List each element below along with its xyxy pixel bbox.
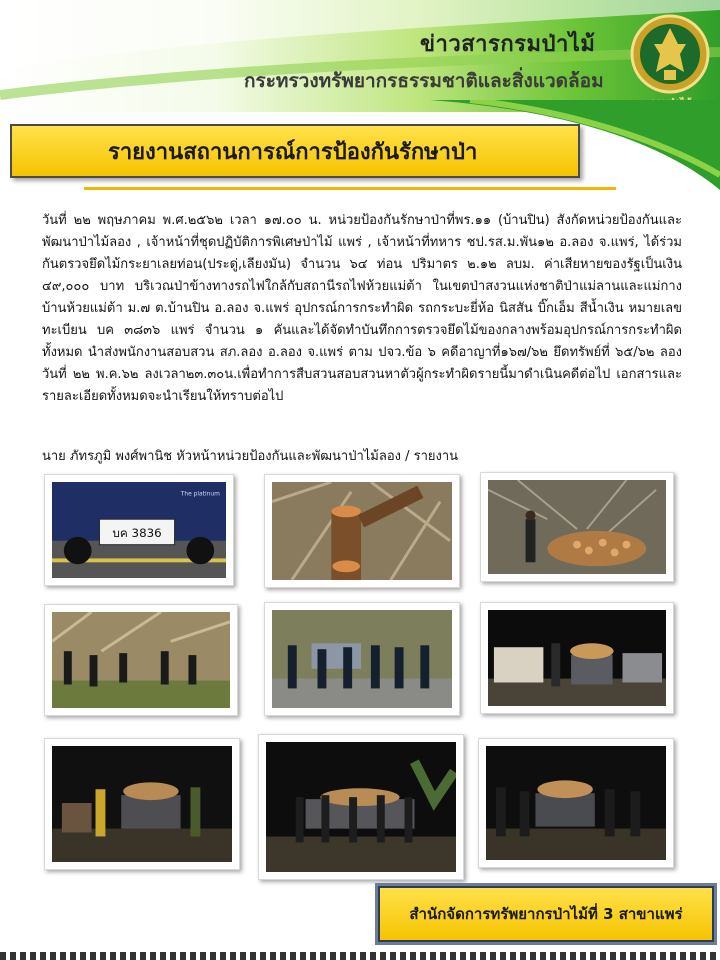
report-body-text: วันที่ ๒๒ พฤษภาคม พ.ศ.๒๕๖๒ เวลา ๑๗.๐๐ น. หน่วยป้องกันรักษาป่าที่พร.๑๑ (บ้านปิน) สังกัดหน่วยป้องกันและพัฒนาป่าไม้ลอง , เจ้าหน้าที่ชุดปฏิบัติการพิเศษป่าไม้ แพร่ , เจ้าหน้าที่ทหาร ชป.รส.ม.พัน๑๒ อ.ลอง จ.แพร่, ได้ร่วมกันตรวจยึดไม้กระยาเลยท่อน(ประดู่,เลียงมัน) จำนวน ๖๔ ท่อน ปริมาตร ๒.๑๒ ลบม. ค่าเสียหายของรัฐเป็นเงิน ๔๙,๐๐๐ บาท บริเวณป่าข้างทางรถไฟใกล้กับสถานีรถไฟห้วยแม่ต้า ในเขตป่าสงวนแห่งชาติป่าแม่ลานและแม่กาง บ้านห้วยแม่ต้า ม.๗ ต.บ้านปิน อ.ลอง จ.แพร่ อุปกรณ์การกระทำผิด รถกระบะยี่ห้อ นิสสัน บิ๊กเอ็ม สีน้ำเงิน หมายเลขทะเบียน บค ๓๘๓๖ แพร่ จำนวน ๑ คันและได้จัดทำบันทึกการตรวจยึดไม้ของกลางพร้อมอุปกรณ์การกระทำผิดทั้งหมด นำส่งพนักงานสอบสวน สภ.ลอง อ.ลอง จ.แพร่ ตาม ปจว.ข้อ ๖ คดีอาญาที่๑๖๗/๖๒ ยึดทรัพย์ที่ ๖๕/๖๒ ลอง วันที่ ๒๒ พ.ค.๖๒ ลงเวลา๒๓.๓๐น.เพื่อทำการสืบสวนสอบสวนหาตัวผู้กระทำผิดรายนี้มาดำเนินคดีต่อไป เอกสารและรายละเอียดทั้งหมดจะนำเรียนให้ทราบต่อไป — [42, 213, 682, 404]
photo-team-group-night — [258, 734, 464, 880]
office-name: สำนักจัดการทรัพยากรป่าไม้ที่ 3 สาขาแพร่ — [409, 905, 683, 923]
photo-officers-in-forest — [44, 604, 238, 716]
report-title-box — [10, 124, 580, 178]
photo-pickup-license-plate — [44, 474, 234, 586]
office-name-box — [378, 886, 714, 942]
reporter-signature-line: นาย ภัทรภูมิ พงศ์พานิช หัวหน้าหน่วยป้องกันและพัฒนาป่าไม้ลอง / รายงาน — [42, 449, 459, 464]
photo-wood-log-pile — [480, 472, 674, 582]
photo-officers-by-road — [264, 602, 460, 716]
forest-department-logo-icon — [630, 14, 710, 94]
license-plate-text: บค 3836 — [112, 525, 162, 540]
title-divider — [84, 187, 616, 190]
bottom-border-decoration — [0, 952, 720, 960]
header-title-department: ข่าวสารกรมป่าไม้ — [420, 32, 596, 57]
photo-trucks-night — [480, 602, 674, 714]
photo-soldiers-with-truck — [44, 738, 240, 870]
report-title: รายงานสถานการณ์การป้องกันรักษาป่า — [108, 139, 478, 165]
photo-officers-with-logs — [478, 738, 674, 868]
header-title-ministry: กระทรวงทรัพยากรธรรมชาติและสิ่งแวดล้อม — [244, 70, 604, 92]
truck-badge-text: The platinum — [180, 491, 220, 498]
header-banner — [0, 0, 720, 112]
photo-cut-tree-stump — [264, 474, 460, 588]
